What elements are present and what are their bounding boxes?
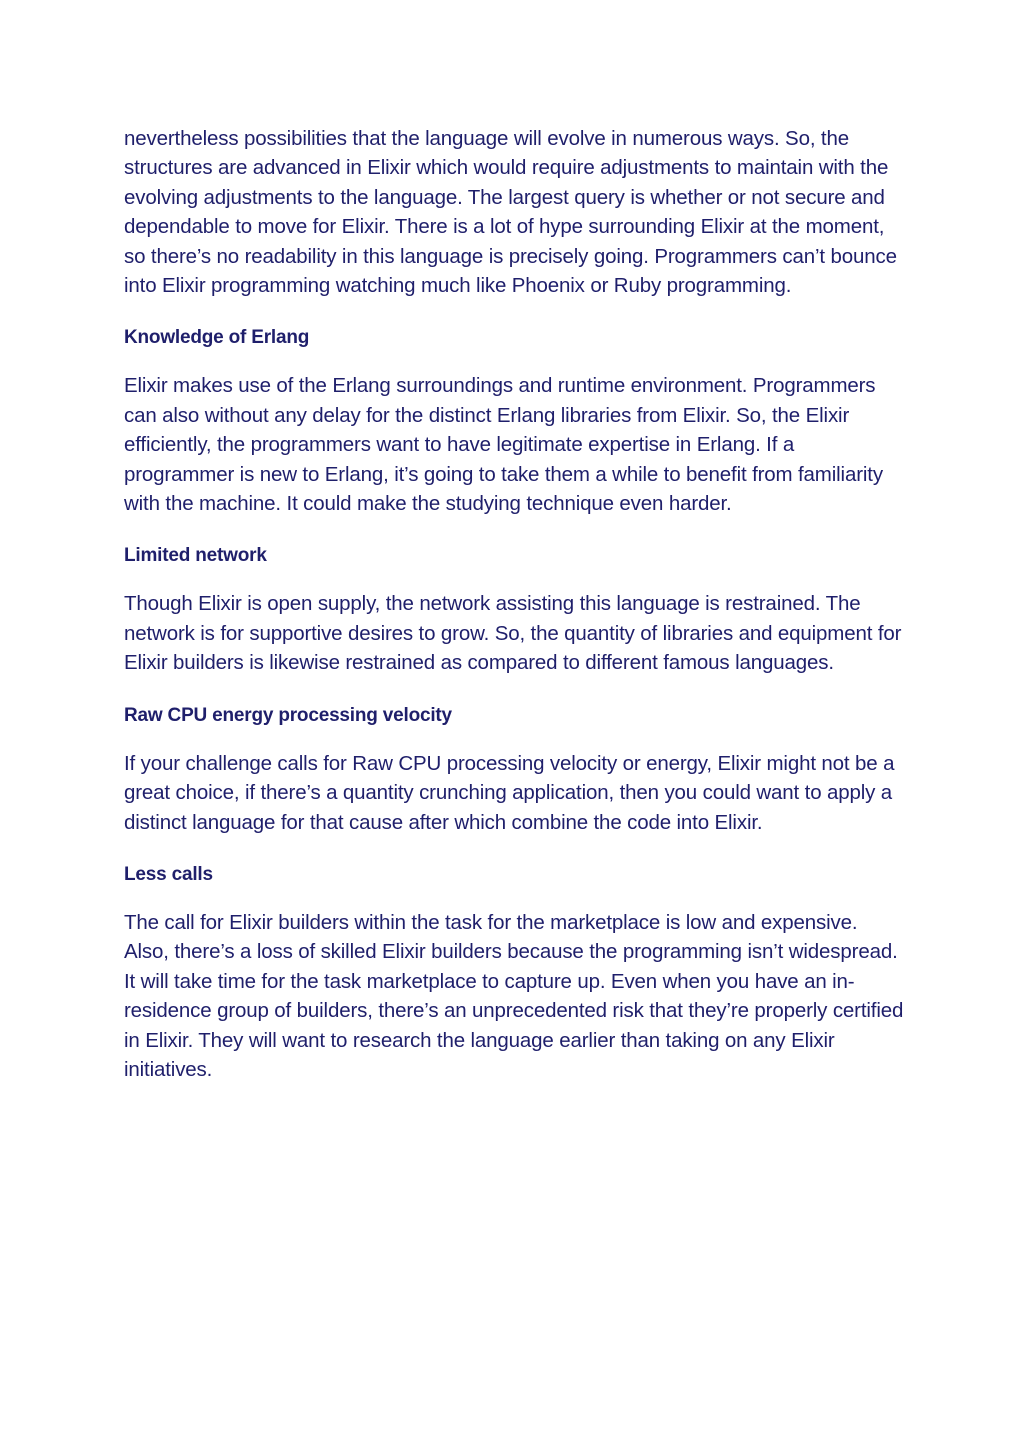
- section-body-less-calls: The call for Elixir builders within the task for the marketplace is low and expensive. Also, there’s a loss of skilled Elixir builders because the programming isn’t widespread. It will take time for the task marketplace to capture up. Even when you have an in-residence group of builders, there’s an unprecedented risk that they’re properly certified in Elixir. They will want to research the language earlier than taking on any Elixir initiatives.: [124, 910, 904, 1081]
- section-body-raw-cpu: If your challenge calls for Raw CPU processing velocity or energy, Elixir might not be a great choice, if there’s a quantity crunching application, then you could want to apply a distinct language for that cause after which combine the code into Elixir.: [124, 751, 895, 834]
- section-body-limited-network: Though Elixir is open supply, the network assisting this language is restrained. The network is for supportive desires to grow. So, the quantity of libraries and equipment for Elixir builders is likewise restrained as compared to different famous languages.: [124, 592, 902, 675]
- section-heading-less-calls: Less calls: [124, 863, 213, 885]
- section-heading-limited-network: Limited network: [124, 545, 267, 567]
- document-page: [124, 124, 904, 1084]
- section-body-knowledge-of-erlang: Elixir makes use of the Erlang surroundings and runtime environment. Programmers can also without any delay for the distinct Erlang libraries from Elixir. So, the Elixir efficiently, the programmers want to have legitimate expertise in Erlang. If a programmer is new to Erlang, it’s going to take them a while to benefit from familiarity with the machine. It could make the studying technique even harder.: [124, 374, 883, 516]
- section-heading-knowledge-of-erlang: Knowledge of Erlang: [124, 327, 310, 349]
- intro-paragraph: nevertheless possibilities that the language will evolve in numerous ways. So, the structures are advanced in Elixir which would require adjustments to maintain with the evolving adjustments to the language. The largest query is whether or not secure and dependable to move for Elixir. There is a lot of hype surrounding Elixir at the moment, so there’s no readability in this language is precisely going. Programmers can’t bounce into Elixir programming watching much like Phoenix or Ruby programming.: [124, 127, 897, 298]
- section-heading-raw-cpu: Raw CPU energy processing velocity: [124, 704, 452, 726]
